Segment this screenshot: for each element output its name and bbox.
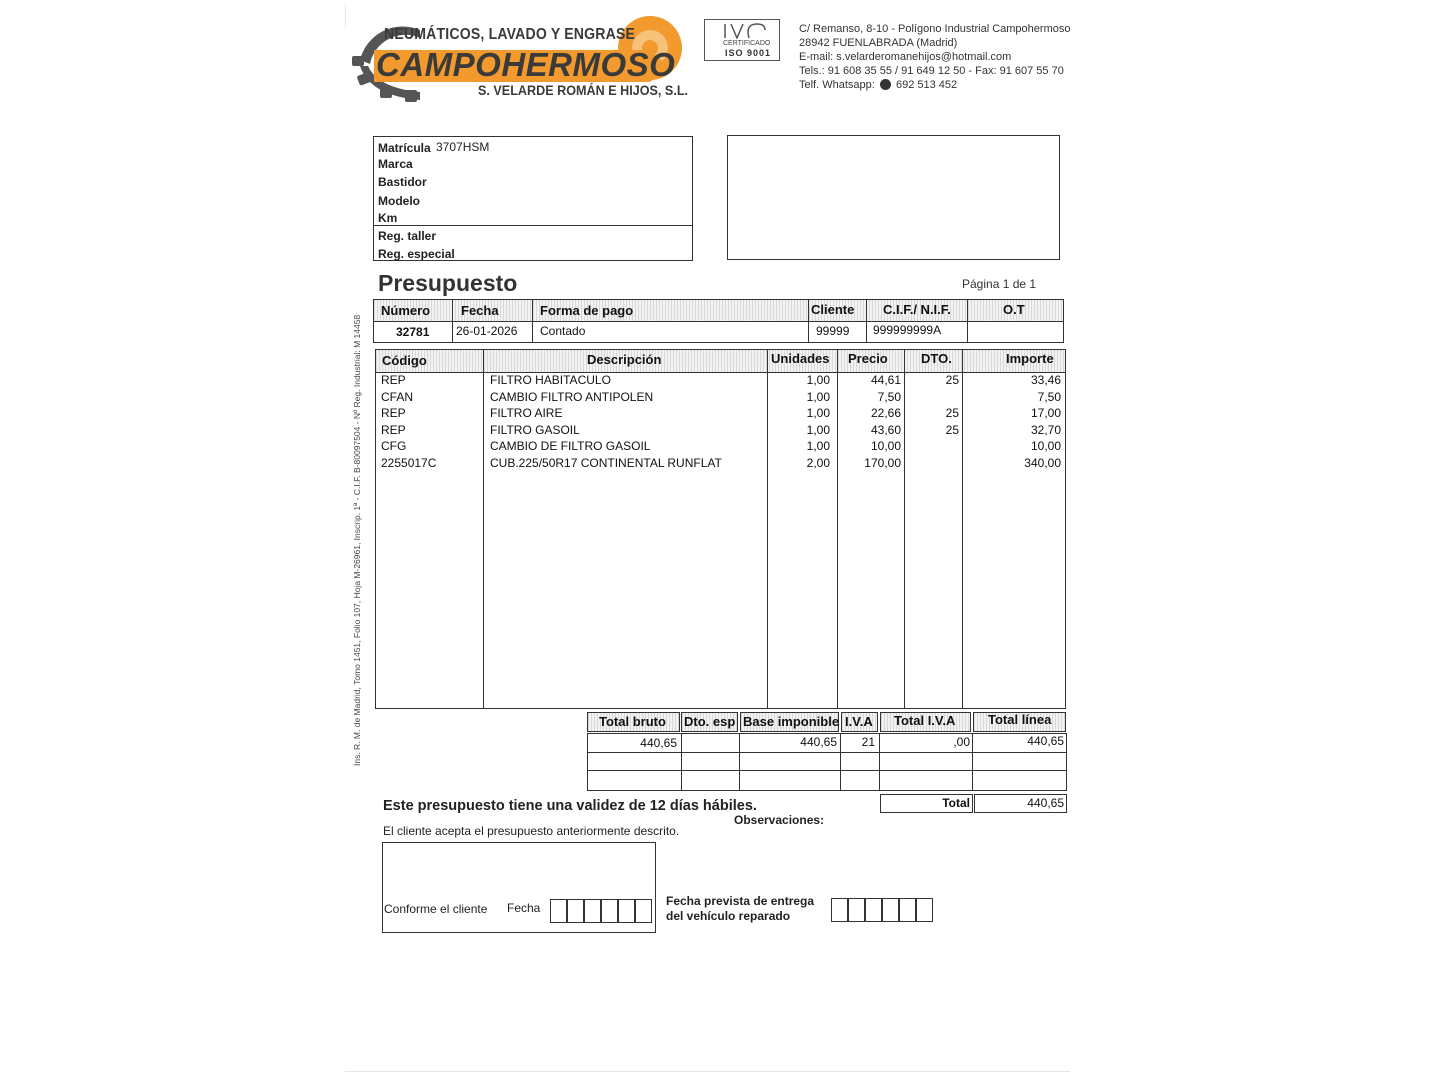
items-header-importe: Importe [1006,351,1054,366]
date-digit-box [567,899,584,923]
totals-header-iva: I.V.A [845,714,873,729]
header-cif: C.I.F./ N.I.F. [883,302,951,317]
item-units: 1,00 [806,389,830,404]
grand-total-label: Total [942,796,970,810]
item-units: 2,00 [806,456,830,470]
email-line: E-mail: s.velarderomanehijos@hotmail.com [799,51,1012,63]
table-row [376,406,1065,422]
item-code: 2255017C [381,456,437,470]
company-logo [350,12,689,104]
validity-text: Este presupuesto tiene una validez de 12 días hábiles. [383,798,757,814]
reg-especial-label: Reg. especial [378,247,455,261]
totals-value-iva: 21 [861,735,875,749]
phones-line: Tels.: 91 608 35 55 / 91 649 12 50 - Fax: 91 607 55 70 [799,65,1064,77]
vehicle-info-box [373,136,693,261]
date-digit-box [635,899,652,923]
matricula-value: 3707HSM [436,140,490,154]
item-discount: 25 [945,406,959,421]
item-code: REP [381,406,406,421]
value-cliente: 99999 [816,324,850,338]
item-amount: 340,00 [1024,456,1061,470]
page-info: Página 1 de 1 [962,277,1037,291]
iso-certificate-badge [704,19,780,61]
grand-total-label-cell [880,794,973,813]
value-cif: 999999999A [873,323,942,337]
items-header-descripcion: Descripción [587,352,662,367]
col-divider [452,300,453,342]
date-digit-box [848,898,865,922]
totals-row-divider [587,752,1067,753]
date-digit-box [618,899,635,923]
item-amount: 32,70 [1030,422,1061,437]
km-label: Km [378,211,398,225]
header-numero: Número [381,303,431,318]
table-row [376,423,1065,439]
value-numero: 32781 [396,325,430,339]
totals-header-total-iva: Total I.V.A [894,713,956,728]
whatsapp-label: Telf. Whatsapp: [799,79,875,91]
signature-date-boxes [550,899,652,923]
observaciones-label: Observaciones: [734,813,825,827]
item-code: CFAN [381,389,414,404]
item-amount: 17,00 [1030,406,1061,421]
item-description: CAMBIO FILTRO ANTIPOLEN [490,389,654,404]
matricula-label: Matrícula [378,141,431,155]
item-discount: 25 [945,422,959,437]
company-owner: S. VELARDE ROMÁN E HIJOS, S.L. [478,82,689,98]
items-header-dto: DTO. [921,351,952,366]
vehicle-box-divider [374,225,692,226]
registry-text: Ins. R. M. de Madrid, Tomo 1451, Folio 107, Hoja M-26961, Inscrip. 1ª - C.I.F. B-80097504 - Nº Reg. Industrial: M 14458 [352,314,362,766]
whatsapp-line [799,78,1070,92]
header-row-divider [374,321,1063,322]
client-info-box [727,135,1060,260]
item-description: CUB.225/50R17 CONTINENTAL RUNFLAT [490,456,722,470]
date-digit-box [916,898,933,922]
document-header-table [373,299,1064,343]
item-description: FILTRO GASOIL [490,422,580,437]
date-digit-box [865,898,882,922]
reg-taller-label: Reg. taller [378,229,437,243]
totals-header-bruto: Total bruto [599,714,666,729]
totals-header-base: Base imponible [743,714,840,729]
conforme-label: Conforme el cliente [384,902,488,916]
header-ot: O.T [1003,302,1025,317]
item-amount: 7,50 [1037,389,1061,404]
iso-standard-text: ISO 9001 [725,48,772,58]
totals-table [587,712,1067,792]
modelo-label: Modelo [378,194,420,208]
item-price: 43,60 [870,422,901,437]
totals-value-base: 440,65 [800,735,837,749]
date-digit-box [831,898,848,922]
items-header-codigo: Código [382,353,427,368]
date-digit-box [584,899,601,923]
totals-header-dto-esp: Dto. esp [684,714,736,729]
acceptance-text: El cliente acepta el presupuesto anteriormente descrito. [383,824,680,838]
item-price: 22,66 [870,406,901,421]
bastidor-label: Bastidor [378,175,427,189]
marca-label: Marca [378,157,413,171]
value-forma-pago: Contado [540,324,586,338]
item-amount: 10,00 [1030,439,1061,454]
table-row [376,439,1065,455]
items-header-precio: Precio [848,351,888,366]
item-amount: 33,46 [1030,373,1061,387]
iso-certified-text: CERTIFICADO [723,40,771,47]
header-fecha: Fecha [461,303,499,318]
company-contact [799,22,1070,92]
item-description: FILTRO HABITACULO [490,373,611,387]
totals-value-bruto: 440,65 [640,736,677,750]
item-description: FILTRO AIRE [490,406,563,421]
whatsapp-number: 692 513 452 [895,79,958,91]
iso-logo-icon [723,23,771,39]
company-name: CAMPOHERMOSO [376,46,676,83]
totals-value-total-linea: 440,65 [1027,734,1064,748]
items-table [375,349,1066,709]
table-row [376,373,1065,389]
item-code: REP [381,373,406,387]
header-forma-pago: Forma de pago [540,303,634,318]
item-price: 170,00 [864,456,901,470]
table-row [376,456,1065,472]
address-line-2: 28942 FUENLABRADA (Madrid) [799,37,958,49]
col-divider [967,300,968,342]
grand-total-value-cell [974,794,1067,813]
date-digit-box [882,898,899,922]
item-units: 1,00 [806,373,830,387]
header-cliente: Cliente [811,302,855,317]
signature-fecha-label: Fecha [507,901,541,915]
company-tagline: NEUMÁTICOS, LAVADO Y ENGRASE [384,26,636,43]
col-divider [866,300,867,342]
page-title: Presupuesto [378,270,518,296]
totals-row-divider [587,770,1067,771]
items-header-unidades: Unidades [771,351,830,366]
item-units: 1,00 [806,439,830,454]
totals-value-total-iva: ,00 [953,735,970,749]
item-description: CAMBIO DE FILTRO GASOIL [490,439,651,454]
col-divider [808,300,809,342]
item-price: 44,61 [870,373,901,387]
col-divider [532,300,533,342]
table-row [376,390,1065,406]
item-code: REP [381,422,406,437]
address-line-1: C/ Remanso, 8-10 - Polígono Industrial Campohermoso [799,23,1071,35]
delivery-date-boxes [831,898,933,922]
item-discount: 25 [945,373,959,387]
client-signature-box [382,842,656,933]
item-units: 1,00 [806,406,830,421]
date-digit-box [899,898,916,922]
item-code: CFG [381,439,407,454]
paper-bottom-edge [345,1071,1070,1072]
delivery-date-label [666,894,814,924]
grand-total-value: 440,65 [1027,796,1064,810]
totals-col-divider [681,733,682,791]
delivery-date-line-2: del vehículo reparado [666,909,791,923]
value-fecha: 26-01-2026 [456,324,518,338]
whatsapp-icon [880,79,891,90]
item-price: 7,50 [877,389,901,404]
date-digit-box [550,899,567,923]
totals-header-total-linea: Total línea [988,712,1052,727]
date-digit-box [601,899,618,923]
item-units: 1,00 [806,422,830,437]
delivery-date-line-1: Fecha prevista de entrega [666,894,815,908]
item-price: 10,00 [870,439,901,454]
paper-top-edge [345,5,346,27]
